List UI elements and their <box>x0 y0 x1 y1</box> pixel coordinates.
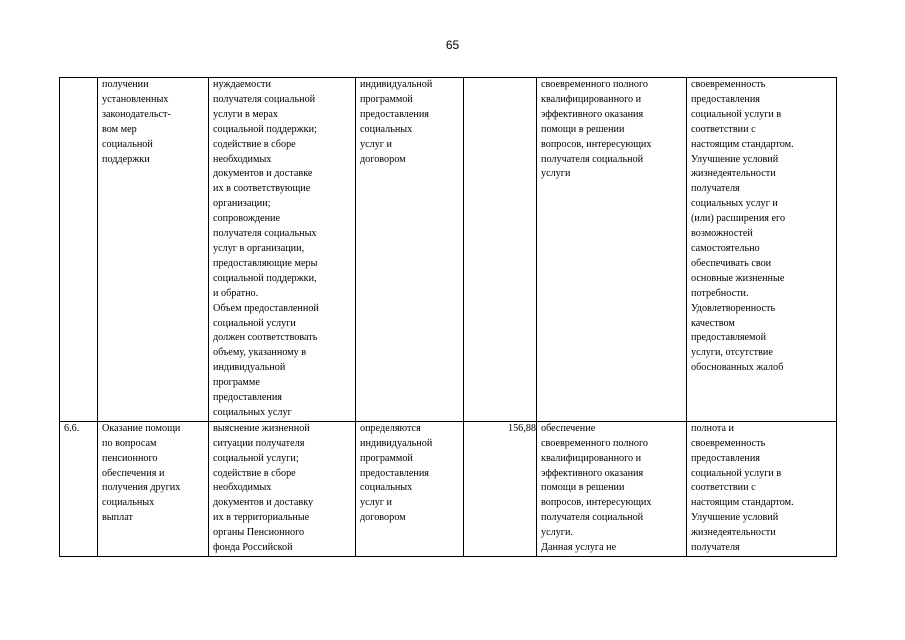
table-row <box>60 421 837 556</box>
cell-number: 6.6. <box>60 421 98 556</box>
cell-rate: 156,88 <box>464 421 537 556</box>
cell-indicators: обеспечение своевременного полного квалифицированного и эффективного оказания помощи в решении вопросов, интересующих получателя социальной услуги. Данная услуга не <box>537 421 687 556</box>
cell-terms: определяются индивидуальной программой предоставления социальных услуг и договором <box>356 421 464 556</box>
cell-service-name: получении установленных законодательст- вом мер социальной поддержки <box>98 78 209 422</box>
cell-indicators: своевременного полного квалифицированного и эффективного оказания помощи в решении вопросов, интересующих получателя социальной услуги <box>537 78 687 422</box>
cell-description: нуждаемости получателя социальной услуги в мерах социальной поддержки; содействие в сборе необходимых документов и доставке их в соответствующие организации; сопровождение получателя социальных услуг в организации, предоставляющие меры социальной поддержки, и обратно. Объем предоставленной социальной услуги должен соответствовать объему, указанному в индивидуальной программе предоставления социальных услуг <box>209 78 356 422</box>
table-row <box>60 78 837 422</box>
cell-description: выяснение жизненной ситуации получателя социальной услуги; содействие в сборе необходимых документов и доставку их в территориальные органы Пенсионного фонда Российской <box>209 421 356 556</box>
cell-terms: индивидуальной программой предоставления социальных услуг и договором <box>356 78 464 422</box>
cell-number <box>60 78 98 422</box>
cell-rate <box>464 78 537 422</box>
cell-evaluation: своевременность предоставления социальной услуги в соответствии с настоящим стандартом. Улучшение условий жизнедеятельности получателя социальных услуг и (или) расширения его возможностей самостоятельно обеспечивать свои основные жизненные потребности. Удовлетворенность качеством предоставляемой услуги, отсутствие обоснованных жалоб <box>687 78 837 422</box>
cell-evaluation: полнота и своевременность предоставления социальной услуги в соответствии с настоящим стандартом. Улучшение условий жизнедеятельности получателя <box>687 421 837 556</box>
services-table <box>59 77 837 557</box>
cell-service-name: Оказание помощи по вопросам пенсионного обеспечения и получения других социальных выплат <box>98 421 209 556</box>
page-number: 65 <box>445 38 460 52</box>
